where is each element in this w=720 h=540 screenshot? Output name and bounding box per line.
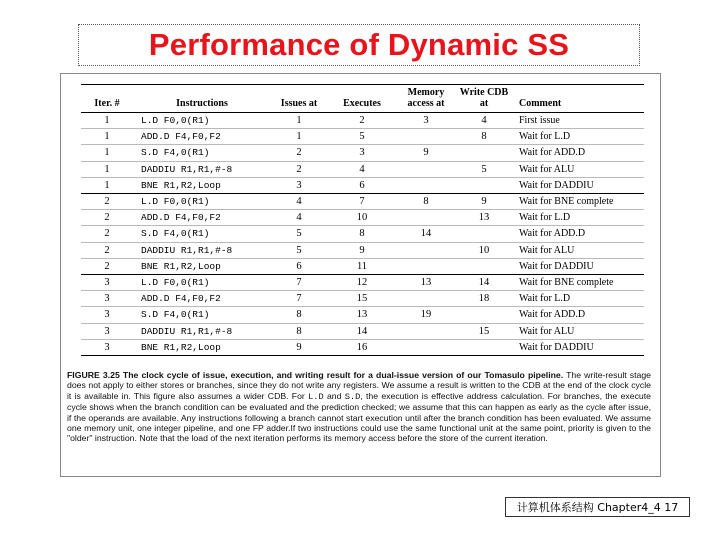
caption-code-sd: S.D <box>344 391 361 402</box>
table-row <box>81 339 644 355</box>
cell-instruction: BNE R1,R2,Loop <box>133 258 271 274</box>
cell-write-cdb <box>455 226 513 242</box>
table-body <box>81 113 644 356</box>
table-row <box>81 210 644 226</box>
cell-instruction: BNE R1,R2,Loop <box>141 341 221 353</box>
cell-iter: 3 <box>81 275 133 291</box>
cell-instruction: L.D F0,0(R1) <box>133 275 271 291</box>
cell-executes: 4 <box>327 161 397 177</box>
table-row <box>81 323 644 339</box>
cell-instruction: L.D F0,0(R1) <box>133 113 271 129</box>
cell-iter: 1 <box>81 161 133 177</box>
cell-iter: 3 <box>81 307 133 323</box>
cell-comment: Wait for L.D <box>513 210 644 226</box>
cell-iter: 3 <box>104 341 110 353</box>
slide-footer: 计算机体系结构 Chapter4_4 17 <box>505 497 690 517</box>
cell-instruction: S.D F4,0(R1) <box>133 145 271 161</box>
cell-write-cdb: 10 <box>455 242 513 258</box>
cell-comment: Wait for DADDIU <box>513 177 644 193</box>
cell-memory-access: 14 <box>397 226 455 242</box>
header-executes: Executes <box>327 85 397 113</box>
cell-write-cdb <box>455 258 513 274</box>
cell-issues-at: 5 <box>271 226 327 242</box>
cell-instruction: L.D F0,0(R1) <box>133 194 271 210</box>
cell-instruction: S.D F4,0(R1) <box>133 307 271 323</box>
cell-iter: 1 <box>81 113 133 129</box>
slide-title-box <box>78 24 640 66</box>
cell-comment: Wait for DADDIU <box>519 341 594 353</box>
cell-issues-at: 6 <box>271 258 327 274</box>
cell-comment: Wait for ALU <box>513 323 644 339</box>
cell-executes: 2 <box>327 113 397 129</box>
header-comment: Comment <box>513 85 644 113</box>
cell-instruction: ADD.D F4,F0,F2 <box>133 129 271 145</box>
table-row <box>81 242 644 258</box>
cell-executes: 11 <box>327 258 397 274</box>
cell-issues-at: 2 <box>271 161 327 177</box>
cell-executes: 10 <box>327 210 397 226</box>
caption-body-1: The write-result stage does not apply to either stores or branches, since they do not write any registers. We assume a result is written to the CDB at the end of the clock cycle it is available in. This figure also assumes a wider CDB. For <box>67 370 651 401</box>
cell-write-cdb: 4 <box>455 113 513 129</box>
cell-memory-access <box>397 339 455 355</box>
cell-comment: Wait for L.D <box>513 129 644 145</box>
cell-write-cdb: 15 <box>455 323 513 339</box>
cell-comment: Wait for L.D <box>513 291 644 307</box>
cell-executes: 14 <box>327 323 397 339</box>
timing-table-wrapper <box>81 84 644 356</box>
cell-executes: 16 <box>356 341 368 353</box>
cell-iter: 2 <box>81 258 133 274</box>
cell-executes: 13 <box>327 307 397 323</box>
cell-memory-access <box>397 323 455 339</box>
cell-comment: Wait for ALU <box>513 161 644 177</box>
cell-issues-at: 8 <box>271 323 327 339</box>
table-row <box>81 226 644 242</box>
cell-issues-at: 7 <box>271 275 327 291</box>
cell-memory-access: 13 <box>397 275 455 291</box>
cell-memory-access: 9 <box>397 145 455 161</box>
cell-executes: 3 <box>327 145 397 161</box>
cell-iter: 2 <box>81 226 133 242</box>
cell-iter: 1 <box>81 129 133 145</box>
cell-issues-at: 5 <box>271 242 327 258</box>
cell-executes: 5 <box>327 129 397 145</box>
cell-issues-at: 4 <box>271 194 327 210</box>
slide-title: Performance of Dynamic SS <box>148 27 570 62</box>
cell-comment: Wait for ADD.D <box>513 307 644 323</box>
cell-iter: 2 <box>81 242 133 258</box>
cell-comment: Wait for ALU <box>513 242 644 258</box>
header-issues-at: Issues at <box>271 85 327 113</box>
cell-instruction: ADD.D F4,F0,F2 <box>133 291 271 307</box>
cell-comment: Wait for DADDIU <box>513 258 644 274</box>
table-row <box>81 275 644 291</box>
table-row <box>81 145 644 161</box>
cell-instruction: ADD.D F4,F0,F2 <box>133 210 271 226</box>
timing-table <box>81 85 644 355</box>
table-row <box>81 307 644 323</box>
cell-write-cdb: 14 <box>455 275 513 291</box>
cell-issues-at: 7 <box>271 291 327 307</box>
table-row <box>81 177 644 193</box>
cell-write-cdb <box>455 145 513 161</box>
cell-issues-at: 3 <box>271 177 327 193</box>
cell-write-cdb: 9 <box>455 194 513 210</box>
cell-executes: 9 <box>327 242 397 258</box>
header-memory-access: Memory access at <box>397 85 455 113</box>
table-row <box>81 291 644 307</box>
caption-code-ld: L.D <box>308 391 324 402</box>
cell-write-cdb: 13 <box>455 210 513 226</box>
cell-issues-at: 8 <box>271 307 327 323</box>
cell-comment: First issue <box>513 113 644 129</box>
figure-panel <box>60 73 661 477</box>
cell-comment: Wait for BNE complete <box>513 275 644 291</box>
cell-instruction: BNE R1,R2,Loop <box>133 177 271 193</box>
cell-iter: 1 <box>81 177 133 193</box>
cell-iter: 3 <box>81 291 133 307</box>
cell-write-cdb <box>455 307 513 323</box>
cell-memory-access <box>397 258 455 274</box>
cell-memory-access <box>397 129 455 145</box>
table-row <box>81 113 644 129</box>
cell-executes: 15 <box>327 291 397 307</box>
caption-title: The clock cycle of issue, execution, and writing result for a dual-issue version of our Tomasulo pipeline. <box>122 370 564 380</box>
cell-issues-at: 1 <box>271 129 327 145</box>
cell-comment: Wait for BNE complete <box>513 194 644 210</box>
cell-issues-at: 2 <box>271 145 327 161</box>
cell-iter: 3 <box>81 323 133 339</box>
table-row <box>81 194 644 210</box>
cell-instruction: S.D F4,0(R1) <box>133 226 271 242</box>
cell-memory-access <box>397 177 455 193</box>
table-row <box>81 258 644 274</box>
cell-instruction: DADDIU R1,R1,#-8 <box>133 161 271 177</box>
cell-iter: 2 <box>81 210 133 226</box>
header-write-cdb: Write CDB at <box>455 85 513 113</box>
cell-memory-access <box>397 161 455 177</box>
cell-issues-at: 9 <box>296 341 302 353</box>
cell-memory-access: 8 <box>397 194 455 210</box>
cell-memory-access: 3 <box>397 113 455 129</box>
caption-body-3: , the execution is effective address calculation. For branches, the execute cycle shows when the branch condition can be evaluated and the prediction checked; we assume that this can happen as early as the cycle after issue, if the operands are available. Any instructions following a branch cannot start execution until after the branch condition has been evaluated. We assume one memory unit, one integer pipeline, and one FP adder.If two instructions could use the same functional unit at the same point, priority is given to the "older" instruction. Note that the load of the next iteration performs its memory access before the store of the current iteration. <box>67 390 651 444</box>
cell-memory-access <box>397 291 455 307</box>
caption-label: FIGURE 3.25 <box>67 370 120 380</box>
cell-memory-access <box>397 242 455 258</box>
table-row <box>81 129 644 145</box>
cell-write-cdb <box>455 339 513 355</box>
table-row <box>81 161 644 177</box>
cell-instruction: DADDIU R1,R1,#-8 <box>133 242 271 258</box>
cell-executes: 6 <box>327 177 397 193</box>
cell-write-cdb: 8 <box>455 129 513 145</box>
cell-executes: 7 <box>327 194 397 210</box>
caption-body-2: and <box>326 390 342 401</box>
cell-iter: 1 <box>81 145 133 161</box>
figure-caption <box>67 370 651 444</box>
cell-write-cdb: 5 <box>455 161 513 177</box>
cell-executes: 8 <box>327 226 397 242</box>
cell-comment: Wait for ADD.D <box>513 226 644 242</box>
cell-memory-access <box>397 210 455 226</box>
header-instructions: Instructions <box>133 85 271 113</box>
cell-executes: 12 <box>327 275 397 291</box>
cell-iter: 2 <box>81 194 133 210</box>
table-header-row <box>81 85 644 113</box>
cell-write-cdb <box>455 177 513 193</box>
cell-write-cdb: 18 <box>455 291 513 307</box>
cell-comment: Wait for ADD.D <box>513 145 644 161</box>
cell-memory-access: 19 <box>397 307 455 323</box>
cell-issues-at: 1 <box>271 113 327 129</box>
header-iter: Iter. # <box>81 85 133 113</box>
cell-instruction: DADDIU R1,R1,#-8 <box>133 323 271 339</box>
cell-issues-at: 4 <box>271 210 327 226</box>
